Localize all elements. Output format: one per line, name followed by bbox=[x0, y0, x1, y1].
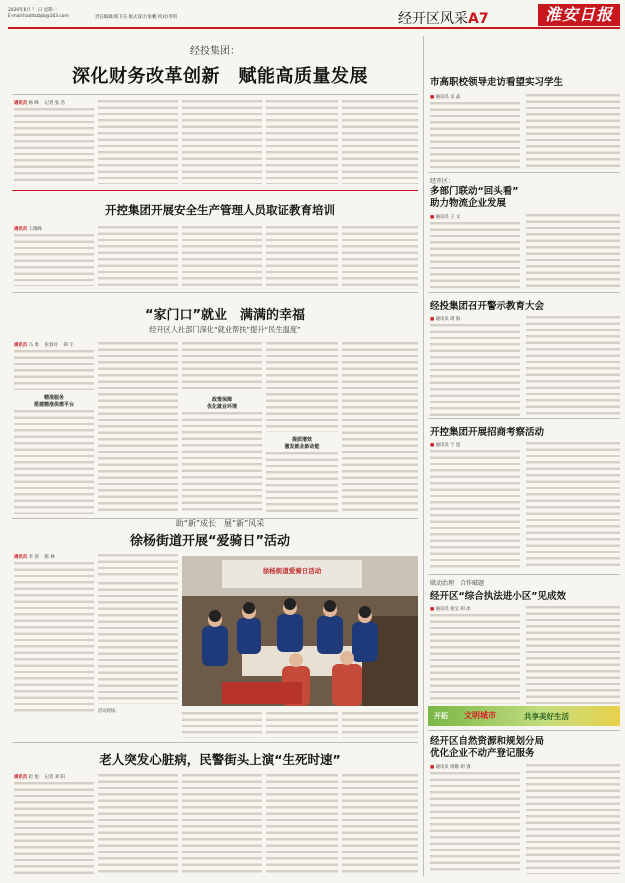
story3-col-1b bbox=[14, 410, 94, 514]
main-kicker: 经投集团： bbox=[190, 46, 240, 57]
story5-col-3 bbox=[182, 774, 262, 874]
story2-col-1 bbox=[14, 234, 94, 286]
banner-left-text: 开拓 bbox=[434, 712, 448, 720]
right-s2-kicker: 经开区： bbox=[430, 178, 455, 185]
header-date: 2020年6月 ？ 日 星期一 bbox=[8, 8, 57, 13]
story3-subhead: 经开区人社部门深化“就业帮扶”提升“民生温度” bbox=[149, 325, 301, 334]
right-s4-byline: ■ 通讯员 宁 思 bbox=[430, 443, 461, 448]
banner-mid-text: 文明城市 bbox=[464, 711, 496, 720]
right-s4-col-b bbox=[526, 442, 620, 570]
divider bbox=[12, 94, 418, 95]
story2-byline: 通讯员 王晓峰 bbox=[14, 227, 42, 232]
divider bbox=[428, 292, 620, 293]
story4-col-2a bbox=[98, 554, 178, 578]
story5-headline: 老人突发心脏病，民警街头上演“生死时速” bbox=[99, 752, 341, 767]
right-s6-byline: ■ 通讯员 周敬 胡 睿 bbox=[430, 765, 471, 770]
banner-right-text: 共享美好生活 bbox=[524, 712, 569, 721]
story4-col-2b bbox=[98, 582, 178, 704]
story4-headline: 徐杨街道开展“爱骑日”活动 bbox=[129, 534, 291, 549]
right-s3-headline: 经投集团召开警示教育大会 bbox=[430, 301, 545, 312]
story3-col-4b bbox=[266, 452, 338, 514]
story2-col-2 bbox=[98, 226, 178, 286]
section-title: 经开区风采A7 bbox=[398, 11, 489, 27]
story3-inner-head: 政策保障 bbox=[211, 397, 232, 403]
main-col-3 bbox=[182, 100, 262, 184]
right-s3-col-a bbox=[430, 324, 520, 416]
story3-col-3b bbox=[182, 412, 262, 514]
right-s6-col-a bbox=[430, 772, 520, 874]
story2-col-3 bbox=[182, 226, 262, 286]
story2-headline: 开控集团开展安全生产管理人员取证教育培训 bbox=[105, 203, 335, 217]
story2-col-5 bbox=[342, 226, 418, 286]
divider bbox=[12, 190, 418, 191]
story3-col-4a bbox=[266, 342, 338, 432]
story4-kicker: 助“新”成长 展“新”风采 bbox=[175, 519, 265, 528]
story3-inner-head: 搭建精准供需平台 bbox=[33, 402, 74, 408]
story5-col-2 bbox=[98, 774, 178, 874]
right-s5-col-a bbox=[430, 614, 520, 704]
story3-inner-head: 提质增效 bbox=[291, 437, 312, 443]
right-s1-headline: 市高职校领导走访看望实习学生 bbox=[430, 77, 564, 88]
right-s6-headline: 经开区自然资源和规划分局 优化企业不动产登记服务 bbox=[430, 736, 545, 759]
divider bbox=[428, 574, 620, 575]
photo-caption: 活动现场。 bbox=[98, 709, 120, 714]
right-s1-col-b bbox=[526, 94, 620, 168]
main-col-4 bbox=[266, 100, 338, 184]
divider bbox=[428, 418, 620, 419]
story4-col-1 bbox=[14, 562, 94, 714]
divider bbox=[428, 730, 620, 731]
story3-col-3a bbox=[182, 342, 262, 392]
main-headline: 深化财务改革创新 赋能高质量发展 bbox=[72, 66, 368, 87]
divider bbox=[12, 742, 418, 743]
story3-headline: “家门口”就业 满满的幸福 bbox=[144, 308, 306, 323]
story3-inner-head: 激发就业新动能 bbox=[284, 444, 320, 450]
right-s2-col-a bbox=[430, 222, 520, 288]
right-s4-headline: 开控集团开展招商考察活动 bbox=[430, 427, 545, 438]
story4-col-3 bbox=[182, 712, 262, 738]
divider bbox=[428, 172, 620, 173]
story3-col-1a bbox=[14, 350, 94, 390]
story5-col-4 bbox=[266, 774, 338, 874]
story3-col-5 bbox=[342, 342, 418, 514]
right-s3-byline: ■ 通讯员 周 海 bbox=[430, 317, 461, 322]
right-s2-byline: ■ 通讯员 王 文 bbox=[430, 215, 461, 220]
right-s2-headline: 多部门联动“回头看” 助力物流企业发展 bbox=[430, 186, 519, 209]
story3-col-2 bbox=[98, 342, 178, 514]
photo-scene bbox=[182, 556, 418, 706]
divider bbox=[12, 292, 418, 293]
right-s3-col-b bbox=[526, 316, 620, 416]
civility-banner bbox=[428, 706, 620, 726]
masthead: 淮安日报 bbox=[538, 4, 620, 26]
story5-col-1 bbox=[14, 782, 94, 874]
event-photo bbox=[182, 556, 418, 706]
story3-inner-head: 优化就业环境 bbox=[206, 404, 237, 410]
header-editors: 责任编辑/郑卫东 版式设计/张鹏 校对/李明 bbox=[95, 15, 177, 20]
column-divider bbox=[423, 36, 424, 876]
header-email: E-mail:hadrbzbjb@163.com bbox=[8, 14, 69, 19]
right-s1-col-a bbox=[430, 102, 520, 168]
right-s4-col-a bbox=[430, 450, 520, 570]
story5-byline: 通讯员 赵 旭 记者 刘 阳 bbox=[14, 775, 65, 780]
main-col-1 bbox=[14, 108, 94, 184]
main-col-5 bbox=[342, 100, 418, 184]
right-s5-byline: ■ 通讯员 张宝 胡 冰 bbox=[430, 607, 471, 612]
story2-col-4 bbox=[266, 226, 338, 286]
right-s5-headline: 经开区“综合执法进小区”见成效 bbox=[430, 591, 566, 602]
right-s5-kicker: 联动治理 合作破题 bbox=[430, 580, 485, 587]
right-s2-col-b bbox=[526, 214, 620, 288]
main-byline: 通讯员 杨 峰 记者 张 浩 bbox=[14, 101, 65, 106]
right-s6-col-b bbox=[526, 764, 620, 874]
right-s1-byline: ■ 通讯员 吴 晶 bbox=[430, 95, 461, 100]
main-col-2 bbox=[98, 100, 178, 184]
story4-byline: 通讯员 李 茜 陈 林 bbox=[14, 555, 55, 560]
story4-col-5 bbox=[342, 712, 418, 738]
story3-inner-head: 精准服务 bbox=[43, 395, 64, 401]
story5-col-5 bbox=[342, 774, 418, 874]
right-s5-col-b bbox=[526, 606, 620, 704]
story3-byline: 通讯员 马 勇 张春玲 韩 宇 bbox=[14, 343, 74, 348]
photo-banner-text: 徐杨街道爱骑日活动 bbox=[262, 567, 322, 575]
header-rule bbox=[8, 27, 620, 29]
story4-col-4 bbox=[266, 712, 338, 738]
